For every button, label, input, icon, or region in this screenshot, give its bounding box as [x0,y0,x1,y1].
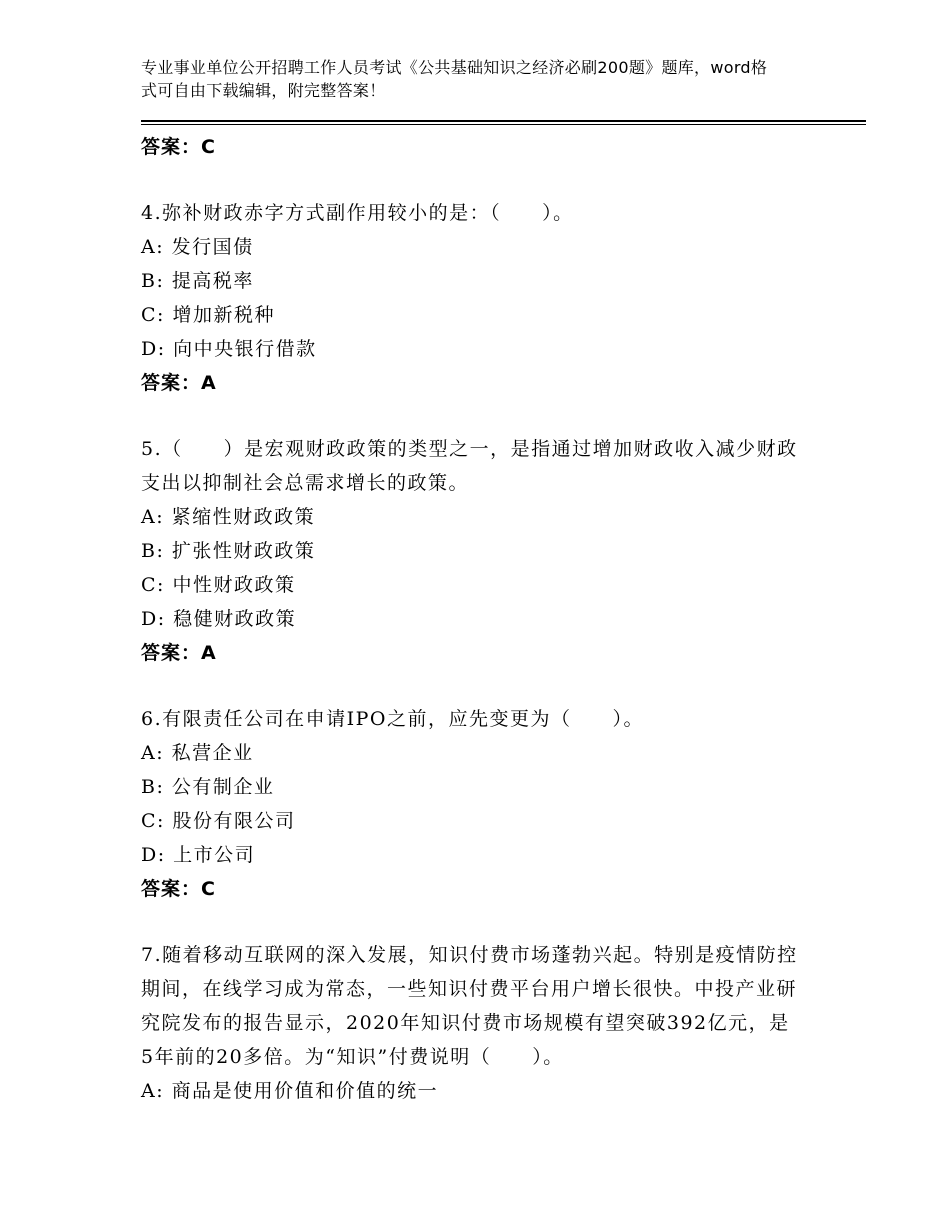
question-list [141,196,801,1140]
option-b: B: 公有制企业 [141,776,275,798]
option-a: A: 私营企业 [141,742,254,764]
question-stem: 6.有限责任公司在申请IPO之前，应先变更为（ ）。 [141,708,644,730]
option-a: A: 发行国债 [141,236,254,258]
question-stem: 4.弥补财政赤字方式副作用较小的是：（ ）。 [141,202,574,224]
question-stem: 5.（ ）是宏观财政政策的类型之一，是指通过增加财政收入减少财政支出以抑制社会总需求增长的政策。 [141,438,798,494]
option-c: C: 中性财政政策 [141,574,296,596]
answer-q3: 答案：C [141,136,216,158]
question-7 [141,938,801,1108]
option-a: A: 紧缩性财政政策 [141,506,316,528]
header-divider-thin [141,124,866,125]
question-4 [141,196,801,400]
answer: 答案：A [141,372,217,394]
option-d: D: 上市公司 [141,844,256,866]
answer: 答案：A [141,642,217,664]
question-5 [141,432,801,670]
option-d: D: 稳健财政政策 [141,608,297,630]
page-header: 专业事业单位公开招聘工作人员考试《公共基础知识之经济必刷200题》题库，word格式可自由下载编辑，附完整答案！ [141,58,768,100]
header-divider-thick [141,120,866,122]
option-d: D: 向中央银行借款 [141,338,317,360]
option-c: C: 股份有限公司 [141,810,296,832]
question-stem: 7.随着移动互联网的深入发展，知识付费市场蓬勃兴起。特别是疫情防控期间，在线学习成为常态，一些知识付费平台用户增长很快。中投产业研究院发布的报告显示，2020年知识付费市场规模有望突破392亿元，是5年前的20多倍。为“知识”付费说明（ ）。 [141,944,798,1068]
answer: 答案：C [141,878,216,900]
option-b: B: 扩张性财政政策 [141,540,316,562]
option-c: C: 增加新税种 [141,304,275,326]
option-b: B: 提高税率 [141,270,254,292]
option-a: A: 商品是使用价值和价值的统一 [141,1080,439,1102]
question-6 [141,702,801,906]
